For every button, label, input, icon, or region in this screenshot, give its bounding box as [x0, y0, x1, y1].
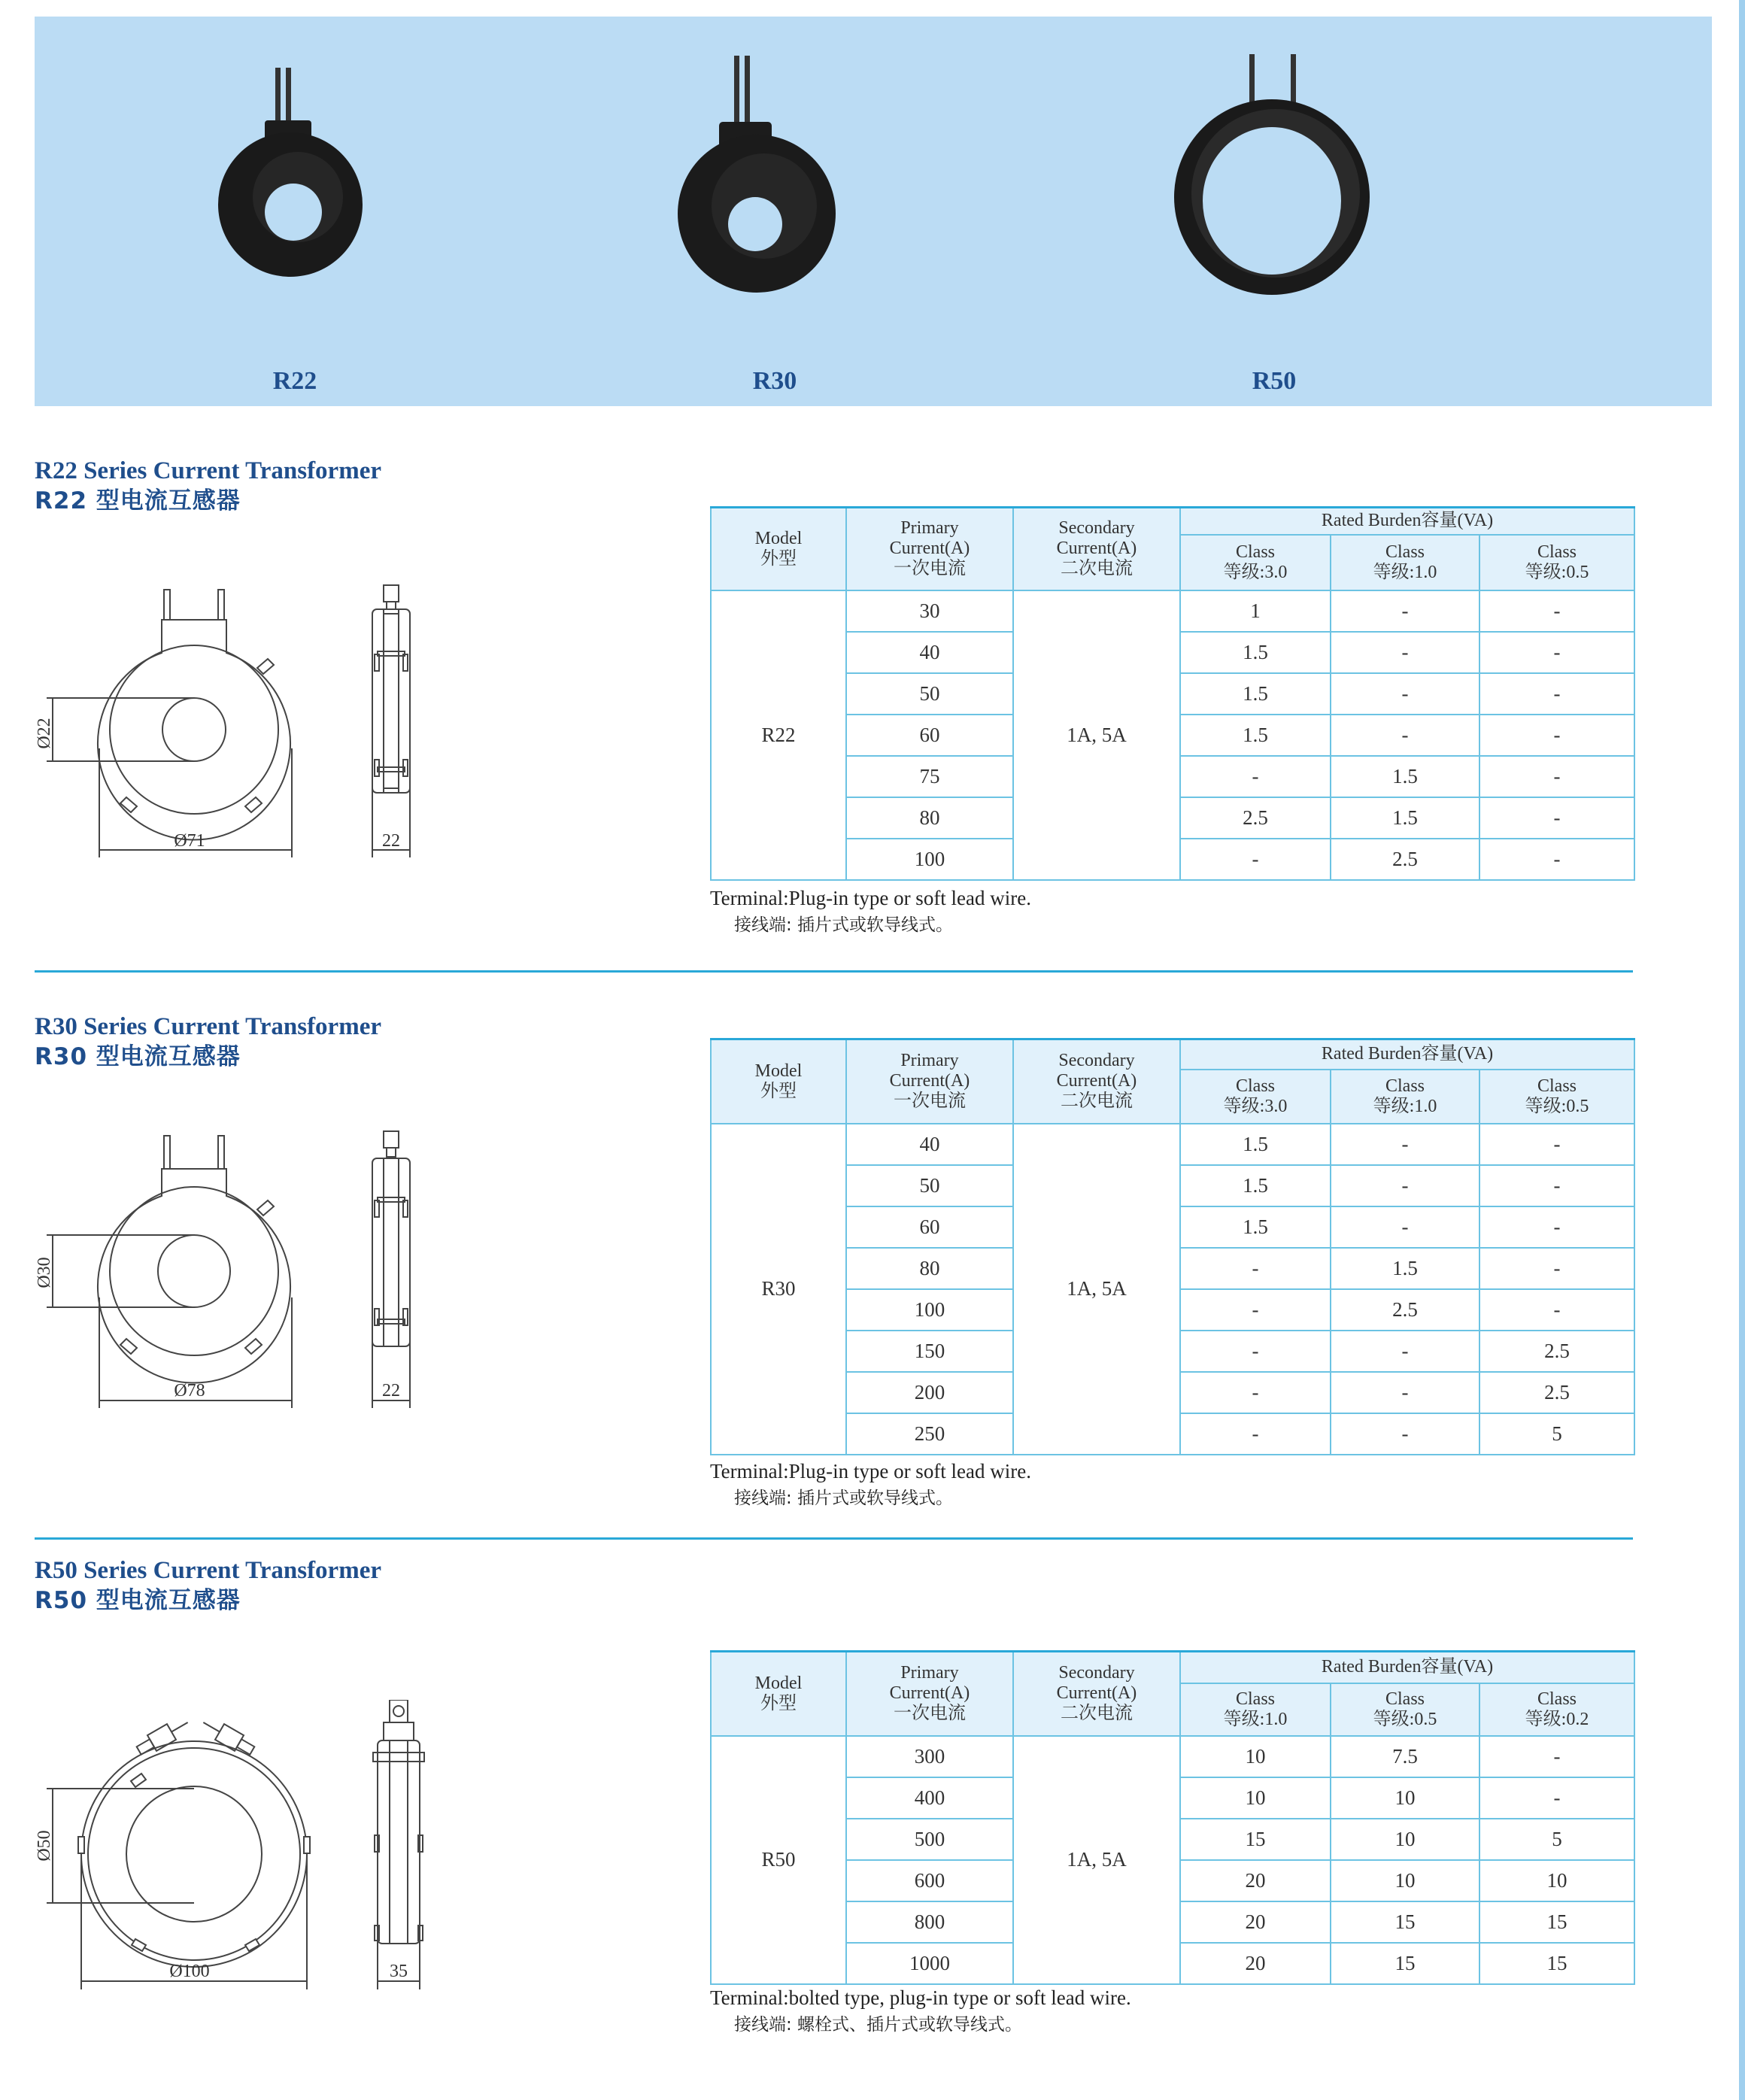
dimension-outer-diameter: Ø71: [174, 831, 205, 851]
burden-cell: 1.5: [1180, 1124, 1331, 1165]
table-row: [711, 1124, 1634, 1165]
header-model: Model 外型: [711, 1652, 846, 1736]
header-class-3: Class 等级:0.5: [1479, 1070, 1634, 1124]
section-title-en: R30 Series Current Transformer: [35, 1013, 381, 1040]
section-title-r30: [35, 1012, 381, 1072]
burden-cell: -: [1180, 756, 1331, 797]
header-class-3: Class 等级:0.2: [1479, 1683, 1634, 1736]
burden-cell: -: [1331, 1124, 1479, 1165]
header-rated-burden: Rated Burden容量(VA): [1180, 1039, 1634, 1070]
primary-current-cell: 50: [846, 673, 1013, 715]
burden-cell: -: [1479, 632, 1634, 673]
burden-cell: -: [1180, 1289, 1331, 1331]
primary-current-cell: 300: [846, 1736, 1013, 1777]
product-photo-r30: [659, 56, 854, 311]
dimension-outer-diameter: Ø78: [174, 1381, 205, 1401]
dimension-width: 22: [382, 1381, 400, 1401]
burden-cell: 2.5: [1180, 797, 1331, 839]
header-class-2: Class 等级:1.0: [1331, 535, 1479, 590]
burden-cell: -: [1479, 839, 1634, 880]
burden-cell: -: [1479, 1206, 1634, 1248]
burden-cell: -: [1331, 673, 1479, 715]
burden-cell: -: [1479, 590, 1634, 632]
primary-current-cell: 1000: [846, 1943, 1013, 1984]
section-title-en: R22 Series Current Transformer: [35, 457, 381, 484]
header-primary-current: Primary Current(A) 一次电流: [846, 1652, 1013, 1736]
section-divider: [35, 1537, 1633, 1540]
burden-cell: 5: [1479, 1413, 1634, 1455]
primary-current-cell: 150: [846, 1331, 1013, 1372]
burden-cell: 1.5: [1331, 1248, 1479, 1289]
burden-cell: 1.5: [1180, 673, 1331, 715]
dimension-drawing-r22: [30, 579, 481, 865]
terminal-note-cn: 接线端: 插片式或软导线式。: [734, 915, 954, 935]
burden-cell: -: [1331, 1331, 1479, 1372]
primary-current-cell: 50: [846, 1165, 1013, 1206]
terminal-note-en: Terminal:Plug-in type or soft lead wire.: [710, 887, 1032, 909]
secondary-current-cell: 1A, 5A: [1013, 1736, 1180, 1984]
section-title-en: R50 Series Current Transformer: [35, 1557, 381, 1584]
section-title-cn: R50 型电流互感器: [35, 1587, 241, 1614]
burden-cell: -: [1180, 1248, 1331, 1289]
primary-current-cell: 100: [846, 1289, 1013, 1331]
burden-cell: 10: [1180, 1777, 1331, 1819]
burden-cell: 15: [1479, 1943, 1634, 1984]
dimension-width: 22: [382, 831, 400, 851]
burden-cell: 1.5: [1331, 756, 1479, 797]
primary-current-cell: 80: [846, 1248, 1013, 1289]
primary-current-cell: 60: [846, 715, 1013, 756]
burden-cell: -: [1180, 1413, 1331, 1455]
primary-current-cell: 80: [846, 797, 1013, 839]
burden-cell: 10: [1331, 1819, 1479, 1860]
primary-current-cell: 40: [846, 632, 1013, 673]
burden-cell: 15: [1331, 1943, 1479, 1984]
spec-table-r50: [710, 1650, 1635, 1985]
burden-cell: 10: [1331, 1777, 1479, 1819]
burden-cell: -: [1331, 1206, 1479, 1248]
burden-cell: 20: [1180, 1860, 1331, 1901]
burden-cell: 1.5: [1180, 1165, 1331, 1206]
burden-cell: 1.5: [1180, 715, 1331, 756]
primary-current-cell: 250: [846, 1413, 1013, 1455]
burden-cell: -: [1180, 1331, 1331, 1372]
terminal-note-r22: [710, 885, 1031, 939]
dimension-outer-diameter: Ø100: [169, 1962, 210, 1981]
secondary-current-cell: 1A, 5A: [1013, 590, 1180, 880]
primary-current-cell: 500: [846, 1819, 1013, 1860]
burden-cell: 1: [1180, 590, 1331, 632]
burden-cell: 10: [1180, 1736, 1331, 1777]
header-secondary-current: Secondary Current(A) 二次电流: [1013, 508, 1180, 590]
primary-current-cell: 600: [846, 1860, 1013, 1901]
burden-cell: -: [1479, 1248, 1634, 1289]
header-primary-current: Primary Current(A) 一次电流: [846, 508, 1013, 590]
burden-cell: 2.5: [1331, 1289, 1479, 1331]
burden-cell: 5: [1479, 1819, 1634, 1860]
burden-cell: -: [1331, 715, 1479, 756]
terminal-note-r50: [710, 1984, 1131, 2038]
header-class-1: Class 等级:3.0: [1180, 1070, 1331, 1124]
burden-cell: 1.5: [1331, 797, 1479, 839]
primary-current-cell: 200: [846, 1372, 1013, 1413]
dimension-inner-diameter: Ø30: [35, 1257, 54, 1288]
dimension-inner-diameter: Ø22: [35, 718, 54, 749]
burden-cell: -: [1331, 1372, 1479, 1413]
burden-cell: -: [1180, 1372, 1331, 1413]
primary-current-cell: 60: [846, 1206, 1013, 1248]
section-divider: [35, 970, 1633, 973]
burden-cell: 2.5: [1331, 839, 1479, 880]
burden-cell: 1.5: [1180, 632, 1331, 673]
terminal-note-cn: 接线端: 插片式或软导线式。: [734, 1489, 954, 1508]
photo-label-r30: R30: [752, 367, 797, 395]
header-rated-burden: Rated Burden容量(VA): [1180, 508, 1634, 535]
model-cell: R50: [711, 1736, 846, 1984]
burden-cell: 15: [1331, 1901, 1479, 1943]
burden-cell: 2.5: [1479, 1331, 1634, 1372]
dimension-drawing-r30: [30, 1128, 481, 1414]
burden-cell: -: [1479, 715, 1634, 756]
burden-cell: -: [1331, 632, 1479, 673]
secondary-current-cell: 1A, 5A: [1013, 1124, 1180, 1455]
burden-cell: 20: [1180, 1901, 1331, 1943]
model-cell: R22: [711, 590, 846, 880]
header-class-2: Class 等级:1.0: [1331, 1070, 1479, 1124]
burden-cell: -: [1331, 590, 1479, 632]
table-row: [711, 590, 1634, 632]
product-photo-banner: [35, 17, 1712, 406]
header-class-1: Class 等级:3.0: [1180, 535, 1331, 590]
primary-current-cell: 30: [846, 590, 1013, 632]
table-row: [711, 1736, 1634, 1777]
primary-current-cell: 800: [846, 1901, 1013, 1943]
burden-cell: -: [1479, 797, 1634, 839]
section-title-cn: R30 型电流互感器: [35, 1043, 241, 1070]
primary-current-cell: 75: [846, 756, 1013, 797]
burden-cell: -: [1479, 1165, 1634, 1206]
header-secondary-current: Secondary Current(A) 二次电流: [1013, 1039, 1180, 1124]
burden-cell: 15: [1479, 1901, 1634, 1943]
header-class-3: Class 等级:0.5: [1479, 535, 1634, 590]
burden-cell: 2.5: [1479, 1372, 1634, 1413]
spec-table-r22: [710, 506, 1635, 881]
section-title-cn: R22 型电流互感器: [35, 487, 241, 514]
primary-current-cell: 40: [846, 1124, 1013, 1165]
product-photo-r50: [1148, 54, 1373, 310]
header-model: Model 外型: [711, 508, 846, 590]
dimension-inner-diameter: Ø50: [35, 1830, 54, 1862]
terminal-note-cn: 接线端: 螺栓式、插片式或软导线式。: [734, 2015, 1023, 2035]
burden-cell: 20: [1180, 1943, 1331, 1984]
burden-cell: 7.5: [1331, 1736, 1479, 1777]
burden-cell: -: [1479, 1124, 1634, 1165]
dimension-width: 35: [390, 1962, 408, 1981]
product-photo-r22: [185, 62, 396, 302]
header-primary-current: Primary Current(A) 一次电流: [846, 1039, 1013, 1124]
burden-cell: -: [1479, 756, 1634, 797]
model-cell: R30: [711, 1124, 846, 1455]
section-title-r22: [35, 456, 381, 516]
header-class-1: Class 等级:1.0: [1180, 1683, 1331, 1736]
burden-cell: -: [1479, 1736, 1634, 1777]
burden-cell: -: [1479, 1777, 1634, 1819]
terminal-note-r30: [710, 1458, 1031, 1512]
primary-current-cell: 400: [846, 1777, 1013, 1819]
header-model: Model 外型: [711, 1039, 846, 1124]
header-class-2: Class 等级:0.5: [1331, 1683, 1479, 1736]
terminal-note-en: Terminal:bolted type, plug-in type or soft lead wire.: [710, 1986, 1131, 2009]
spec-table-r30: [710, 1038, 1635, 1455]
header-rated-burden: Rated Burden容量(VA): [1180, 1652, 1634, 1683]
page-edge-accent: [1739, 0, 1745, 2100]
burden-cell: 1.5: [1180, 1206, 1331, 1248]
burden-cell: -: [1479, 1289, 1634, 1331]
photo-label-r50: R50: [1252, 367, 1297, 395]
primary-current-cell: 100: [846, 839, 1013, 880]
header-secondary-current: Secondary Current(A) 二次电流: [1013, 1652, 1180, 1736]
section-title-r50: [35, 1555, 381, 1616]
burden-cell: -: [1479, 673, 1634, 715]
burden-cell: 15: [1180, 1819, 1331, 1860]
burden-cell: -: [1180, 839, 1331, 880]
burden-cell: -: [1331, 1165, 1479, 1206]
dimension-drawing-r50: [30, 1700, 481, 2001]
burden-cell: 10: [1479, 1860, 1634, 1901]
burden-cell: -: [1331, 1413, 1479, 1455]
burden-cell: 10: [1331, 1860, 1479, 1901]
photo-label-r22: R22: [272, 367, 317, 395]
terminal-note-en: Terminal:Plug-in type or soft lead wire.: [710, 1460, 1032, 1482]
